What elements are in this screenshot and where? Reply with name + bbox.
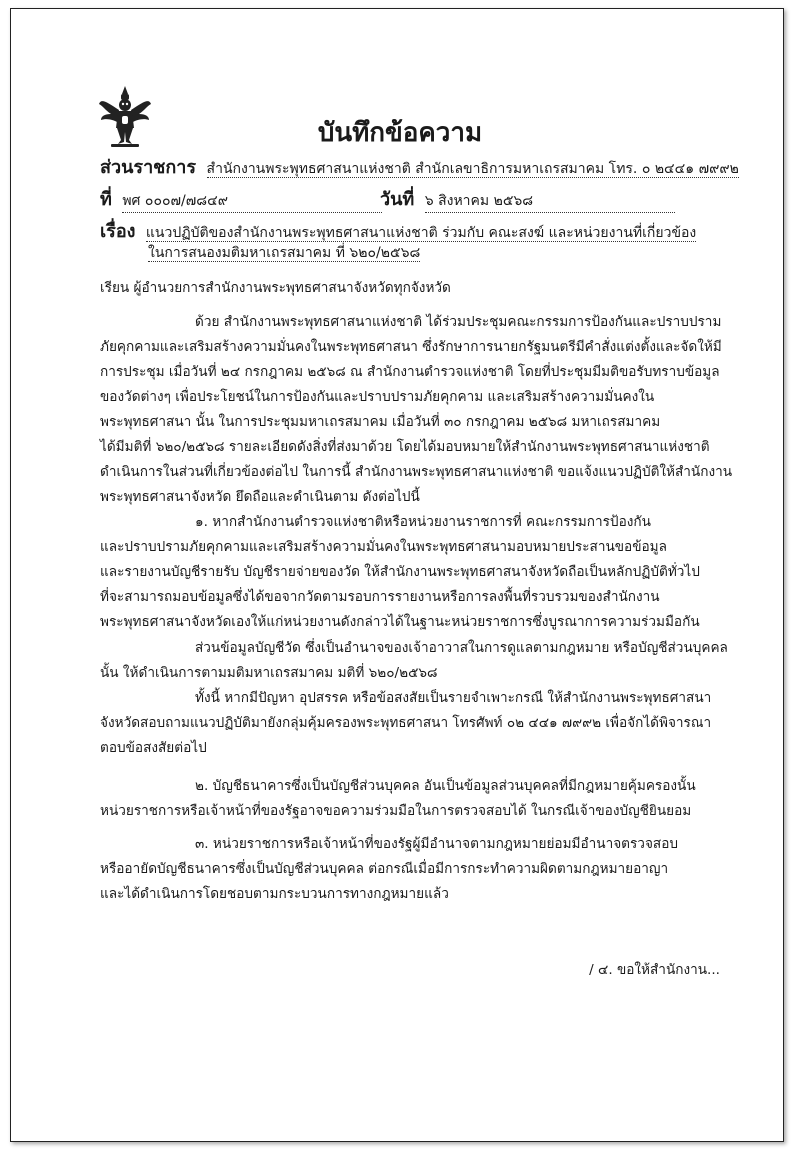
date-value: ๖ สิงหาคม ๒๕๖๘ bbox=[425, 190, 675, 213]
item-1-line: และปราบปรามภัยคุกคามและเสริมสร้างความมั่นคงในพระพุทธศาสนามอบหมายประสานขอข้อมูล bbox=[100, 539, 667, 555]
item-1-para-3-line: จังหวัดสอบถามแนวปฏิบัติมายังกลุ่มคุ้มครองพระพุทธศาสนา โทรศัพท์ ๐๒ ๔๔๑ ๗๙๙๒ เพื่อจักได้พิจารณา bbox=[100, 715, 712, 731]
subject-line-1: แนวปฏิบัติของสำนักงานพระพุทธศาสนาแห่งชาติ ร่วมกับ คณะสงฆ์ และหน่วยงานที่เกี่ยวข้อง bbox=[145, 225, 697, 241]
continuation-note: / ๔. ขอให้สำนักงาน... bbox=[589, 962, 720, 978]
item-3-line: และได้ดำเนินการโดยชอบตามกระบวนการทางกฎหมายแล้ว bbox=[100, 886, 449, 902]
memo-title: บันทึกข้อความ bbox=[317, 118, 483, 148]
item-3-line: หรืออายัดบัญชีธนาคารซึ่งเป็นบัญชีส่วนบุคคล ต่อกรณีเมื่อมีการกระทำความผิดตามกฎหมายอาญา bbox=[100, 861, 669, 877]
body-line: พระพุทธศาสนา นั้น ในการประชุมมหาเถรสมาคม เมื่อวันที่ ๓๐ กรกฎาคม ๒๕๖๘ มหาเถรสมาคม bbox=[100, 414, 661, 430]
item-1-para-3-line: ทั้งนี้ หากมีปัญหา อุปสรรค หรือข้อสงสัยเป็นรายจำเพาะกรณี ให้สำนักงานพระพุทธศาสนา bbox=[195, 690, 712, 706]
item-2-line: ๒. บัญชีธนาคารซึ่งเป็นบัญชีส่วนบุคคล อันเป็นข้อมูลส่วนบุคคลที่มีกฎหมายคุ้มครองนั้น bbox=[195, 778, 696, 794]
subject-row-2 bbox=[148, 242, 420, 264]
ref-value: พศ ๐๐๐๗/๗๘๔๙ bbox=[122, 190, 382, 213]
salutation: เรียน ผู้อำนวยการสำนักงานพระพุทธศาสนาจังหวัดทุกจังหวัด bbox=[100, 280, 451, 296]
body-line: ได้มีมติที่ ๖๒๐/๒๕๖๘ รายละเอียดดังสิ่งที่ส่งมาด้วย โดยได้มอบหมายให้สำนักงานพระพุทธศาสนาแห่งชาติ bbox=[100, 439, 710, 455]
date-label: วันที่ bbox=[380, 189, 415, 210]
item-2-line: หน่วยราชการหรือเจ้าหน้าที่ของรัฐอาจขอความร่วมมือในการตรวจสอบได้ ในกรณีเจ้าของบัญชียินยอม bbox=[100, 803, 692, 819]
item-3-line: ๓. หน่วยราชการหรือเจ้าหน้าที่ของรัฐผู้มีอำนาจตามกฎหมายย่อมมีอำนาจตรวจสอบ bbox=[195, 836, 678, 852]
item-1-para-3-line: ตอบข้อสงสัยต่อไป bbox=[100, 740, 207, 756]
body-line: ภัยคุกคามและเสริมสร้างความมั่นคงในพระพุทธศาสนา ซึ่งรักษาการนายกรัฐมนตรีมีคำสั่งแต่งตั้งและจัดให้มี bbox=[100, 339, 722, 355]
body-line: การประชุม เมื่อวันที่ ๒๔ กรกฎาคม ๒๕๖๘ ณ สำนักงานตำรวจแห่งชาติ โดยที่ประชุมมีมติขอรับทราบข้อมูล bbox=[100, 364, 720, 380]
date-row bbox=[380, 184, 675, 213]
item-1-line: พระพุทธศาสนาจังหวัดเองให้แก่หน่วยงานดังกล่าวได้ในฐานะหน่วยราชการซึ่งบูรณาการความร่วมมือกัน bbox=[100, 614, 700, 630]
body-line: ของวัดต่างๆ เพื่อประโยชน์ในการป้องกันและปราบปรามภัยคุกคาม และเสริมสร้างความมั่นคงใน bbox=[100, 389, 655, 405]
subject-row bbox=[100, 216, 696, 245]
body-line: ดำเนินการในส่วนที่เกี่ยวข้องต่อไป ในการนี้ สำนักงานพระพุทธศาสนาแห่งชาติ ขอแจ้งแนวปฏิบัติให้สำนักงาน bbox=[100, 464, 733, 480]
item-1-line: และรายงานบัญชีรายรับ บัญชีรายจ่ายของวัด ให้สำนักงานพระพุทธศาสนาจังหวัดถือเป็นหลักปฏิบัติทั่วไป bbox=[100, 564, 700, 580]
item-1-para-2-line: ส่วนข้อมูลบัญชีวัด ซึ่งเป็นอำนาจของเจ้าอาวาสในการดูแลตามกฎหมาย หรือบัญชีส่วนบุคคล bbox=[195, 640, 728, 656]
ref-label: ที่ bbox=[100, 189, 112, 210]
body-line: พระพุทธศาสนาจังหวัด ยึดถือและดำเนินตาม ดังต่อไปนี้ bbox=[100, 489, 420, 505]
agency-row bbox=[100, 152, 739, 181]
agency-value: สำนักงานพระพุทธศาสนาแห่งชาติ สำนักเลขาธิการมหาเถรสมาคม โทร. ๐ ๒๔๔๑ ๗๙๙๒ bbox=[206, 161, 739, 177]
agency-label: ส่วนราชการ bbox=[100, 157, 197, 178]
body-line: ด้วย สำนักงานพระพุทธศาสนาแห่งชาติ ได้ร่วมประชุมคณะกรรมการป้องกันและปราบปราม bbox=[195, 314, 722, 330]
subject-line-2: ในการสนองมติมหาเถรสมาคม ที่ ๖๒๐/๒๕๖๘ bbox=[148, 245, 421, 261]
item-1-para-2-line: นั้น ให้ดำเนินการตามมติมหาเถรสมาคม มติที่ ๖๒๐/๒๕๖๘ bbox=[100, 665, 438, 681]
ref-row bbox=[100, 184, 382, 213]
subject-label: เรื่อง bbox=[100, 221, 136, 242]
item-1-line: ที่จะสามารถมอบข้อมูลซึ่งได้ขอจากวัดตามรอบการรายงานหรือการลงพื้นที่รวบรวมของสำนักงาน bbox=[100, 589, 660, 605]
item-1-line: ๑. หากสำนักงานตำรวจแห่งชาติหรือหน่วยงานราชการที่ คณะกรรมการป้องกัน bbox=[195, 514, 651, 530]
